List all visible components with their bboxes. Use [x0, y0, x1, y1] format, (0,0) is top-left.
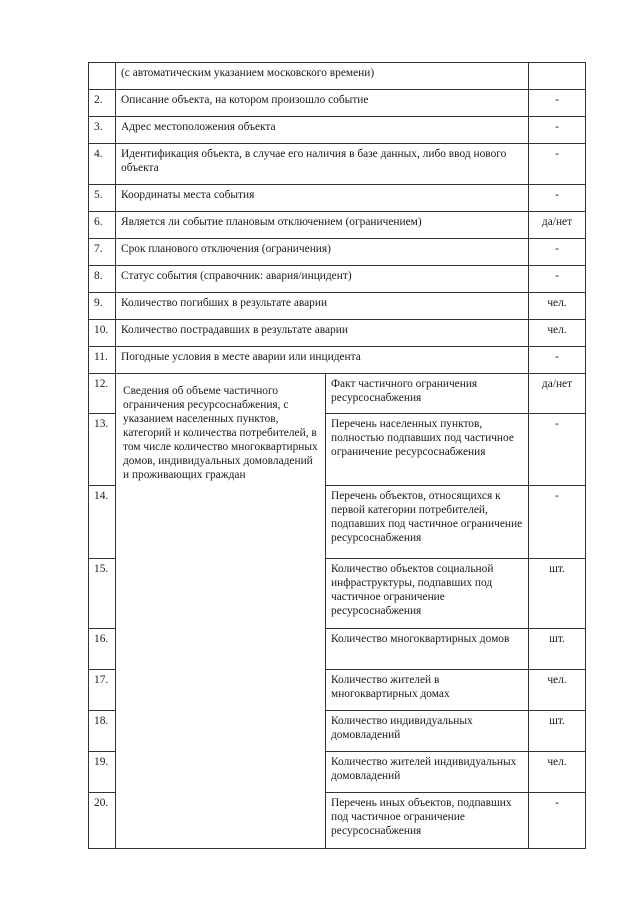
row-value: - — [529, 90, 586, 117]
row-value: чел. — [529, 293, 586, 320]
row-number: 9. — [89, 293, 116, 320]
row-label: Описание объекта, на котором произошло событие — [116, 90, 529, 117]
row-number: 7. — [89, 239, 116, 266]
table-row — [89, 185, 586, 212]
table-row — [89, 374, 586, 414]
table-row — [89, 63, 586, 90]
row-label: Координаты места события — [116, 185, 529, 212]
row-label: Факт частичного ограничения ресурсоснабжения — [326, 374, 529, 414]
row-value: - — [529, 347, 586, 374]
row-label: Количество жителей в многоквартирных домах — [326, 670, 529, 711]
table-row — [89, 239, 586, 266]
row-value — [529, 63, 586, 90]
table-row — [89, 144, 586, 185]
row-value: чел. — [529, 752, 586, 793]
row-number: 11. — [89, 347, 116, 374]
row-label: Количество пострадавших в результате аварии — [116, 320, 529, 347]
row-label: Перечень иных объектов, подпавших под частичное ограничение ресурсоснабжения — [326, 793, 529, 849]
row-number: 14. — [89, 486, 116, 559]
row-label: Погодные условия в месте аварии или инцидента — [116, 347, 529, 374]
data-fields-table — [88, 62, 586, 849]
row-value: - — [529, 486, 586, 559]
row-label: Адрес местоположения объекта — [116, 117, 529, 144]
row-label: Является ли событие плановым отключением (ограничением) — [116, 212, 529, 239]
row-label: Перечень объектов, относящихся к первой категории потребителей, подпавших под частичное ограничение ресурсоснабжения — [326, 486, 529, 559]
row-number: 19. — [89, 752, 116, 793]
row-value: шт. — [529, 711, 586, 752]
row-label: Количество погибших в результате аварии — [116, 293, 529, 320]
row-number: 12. — [89, 374, 116, 414]
row-label: Количество многоквартирных домов — [326, 629, 529, 670]
row-number: 16. — [89, 629, 116, 670]
table-row — [89, 117, 586, 144]
row-label: Перечень населенных пунктов, полностью подпавших под частичное ограничение ресурсоснабжения — [326, 414, 529, 486]
row-label: Статус события (справочник: авария/инцидент) — [116, 266, 529, 293]
row-number: 20. — [89, 793, 116, 849]
table-row — [89, 212, 586, 239]
table-row — [89, 90, 586, 117]
table-row — [89, 320, 586, 347]
row-number: 15. — [89, 559, 116, 629]
row-value: - — [529, 414, 586, 486]
row-label: Идентификация объекта, в случае его наличия в базе данных, либо ввод нового объекта — [116, 144, 529, 185]
row-value: да/нет — [529, 374, 586, 414]
row-number: 8. — [89, 266, 116, 293]
row-number: 3. — [89, 117, 116, 144]
table-row — [89, 293, 586, 320]
row-label: Количество объектов социальной инфраструктуры, подпавших под частичное ограничение ресурсоснабжения — [326, 559, 529, 629]
row-value: - — [529, 266, 586, 293]
row-number: 4. — [89, 144, 116, 185]
row-label: (с автоматическим указанием московского времени) — [116, 63, 529, 90]
row-value: - — [529, 185, 586, 212]
row-value: - — [529, 117, 586, 144]
row-label: Срок планового отключения (ограничения) — [116, 239, 529, 266]
row-number: 18. — [89, 711, 116, 752]
row-value: чел. — [529, 670, 586, 711]
row-number: 5. — [89, 185, 116, 212]
row-number — [89, 63, 116, 90]
table-row — [89, 347, 586, 374]
row-number: 13. — [89, 414, 116, 486]
row-value: - — [529, 239, 586, 266]
row-number: 10. — [89, 320, 116, 347]
row-value: да/нет — [529, 212, 586, 239]
row-number: 2. — [89, 90, 116, 117]
row-value: - — [529, 793, 586, 849]
row-number: 17. — [89, 670, 116, 711]
row-label: Количество индивидуальных домовладений — [326, 711, 529, 752]
row-number: 6. — [89, 212, 116, 239]
row-label: Количество жителей индивидуальных домовладений — [326, 752, 529, 793]
group-label: Сведения об объеме частичного ограничения ресурсоснабжения, с указанием населенных пунктов, категорий и количества потребителей, в том числе количество многоквартирных домов, индивидуальных домовладений и проживающих граждан — [116, 374, 326, 849]
row-value: - — [529, 144, 586, 185]
row-value: чел. — [529, 320, 586, 347]
table-row — [89, 266, 586, 293]
row-value: шт. — [529, 629, 586, 670]
row-value: шт. — [529, 559, 586, 629]
